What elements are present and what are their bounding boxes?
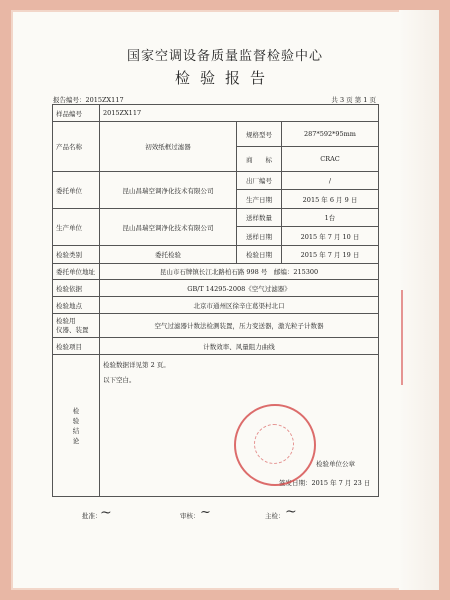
test-type-value: 委托检验 xyxy=(100,246,237,264)
conclusion-label-char-2: 验 xyxy=(72,416,80,425)
table-row xyxy=(53,338,379,355)
sign-date: 签发日期：2015 年 7 月 23 日 xyxy=(279,479,371,487)
basis-value: GB/T 14295-2008《空气过滤器》 xyxy=(100,280,379,297)
report-number-label: 报告编号： xyxy=(53,96,86,104)
inspect-label: 主检： xyxy=(265,512,285,520)
manufacturer-value: 昆山昌瑞空调净化技术有限公司 xyxy=(100,209,237,246)
client-address-value: 昆山市石牌镇长江北路柏石路 998 号 邮编：215300 xyxy=(100,264,379,280)
trademark-label: 商 标 xyxy=(237,147,282,172)
table-row xyxy=(53,246,379,264)
table-row xyxy=(53,122,379,147)
basis-label: 检验依据 xyxy=(53,280,100,297)
conclusion-label-char-4: 论 xyxy=(72,436,80,445)
trademark-value: CRAC xyxy=(282,147,379,172)
sample-qty-label: 送样数量 xyxy=(237,209,282,227)
official-seal-stamp xyxy=(234,404,316,486)
table-row xyxy=(53,297,379,314)
page-info: 共 3 页 第 1 页 xyxy=(331,96,376,104)
test-type-label: 检验类别 xyxy=(53,246,100,264)
document-title: 检验报告 xyxy=(174,69,275,87)
table-row xyxy=(53,209,379,227)
seal-star xyxy=(254,424,294,464)
location-value: 北京市通州区徐辛庄葛渠村北口 xyxy=(100,297,379,314)
report-number xyxy=(53,95,124,104)
report-number-value: 2015ZX117 xyxy=(85,96,124,104)
spec-label: 规格型号 xyxy=(237,122,282,147)
client-value: 昆山昌瑞空调净化技术有限公司 xyxy=(100,172,237,209)
conclusion-line-1: 检验数据详见第 2 页。 xyxy=(103,361,170,369)
test-date-value: 2015 年 7 月 19 日 xyxy=(282,246,379,264)
factory-no-value: / xyxy=(282,172,379,190)
review-label: 审核： xyxy=(180,512,200,520)
instruments-value: 空气过滤器计数法检测装置，压力变送器，激光粒子计数器 xyxy=(100,314,379,338)
conclusion-label-char-1: 检 xyxy=(72,406,80,415)
sample-no-value: 2015ZX117 xyxy=(100,105,379,122)
table-row xyxy=(53,172,379,190)
prod-date-value: 2015 年 6 月 9 日 xyxy=(282,190,379,209)
client-label: 委托单位 xyxy=(53,172,100,209)
location-label: 检验地点 xyxy=(53,297,100,314)
sample-qty-value: 1台 xyxy=(282,209,379,227)
items-label: 检验项目 xyxy=(53,338,100,355)
conclusion-label xyxy=(53,355,100,497)
inspector-signature: ~ xyxy=(285,504,297,520)
sample-no-label: 样品编号 xyxy=(53,105,100,122)
spec-value: 287*592*95mm xyxy=(282,122,379,147)
stamp-caption: 检验单位公章 xyxy=(316,460,355,468)
test-date-label: 检验日期 xyxy=(237,246,282,264)
approve-label: 批准： xyxy=(82,512,102,520)
instruments-label-line-2: 仪器、装置 xyxy=(56,325,89,334)
instruments-label-line-1: 检验用 xyxy=(56,316,76,325)
table-row xyxy=(53,105,379,122)
approver-signature: ~ xyxy=(100,505,112,521)
items-value: 计数效率、风量阻力曲线 xyxy=(100,338,379,355)
page-seam-seal xyxy=(401,290,417,385)
conclusion-label-char-3: 结 xyxy=(72,426,80,435)
sample-date-label: 送样日期 xyxy=(237,227,282,246)
client-address-label: 委托单位地址 xyxy=(53,264,100,280)
table-row xyxy=(53,280,379,297)
prod-date-label: 生产日期 xyxy=(237,190,282,209)
report-table xyxy=(52,104,379,497)
table-row xyxy=(53,355,379,497)
sample-date-value: 2015 年 7 月 10 日 xyxy=(282,227,379,246)
reviewer-signature: ~ xyxy=(200,505,211,520)
factory-no-label: 出厂编号 xyxy=(237,172,282,190)
instruments-label xyxy=(53,314,100,338)
table-row xyxy=(53,314,379,338)
table-row xyxy=(53,264,379,280)
conclusion-line-2: 以下空白。 xyxy=(103,376,136,384)
organization-name: 国家空调设备质量监督检验中心 xyxy=(126,49,323,64)
product-name-label: 产品名称 xyxy=(53,122,100,172)
product-name-value: 初效纸框过滤器 xyxy=(100,122,237,172)
manufacturer-label: 生产单位 xyxy=(53,209,100,246)
